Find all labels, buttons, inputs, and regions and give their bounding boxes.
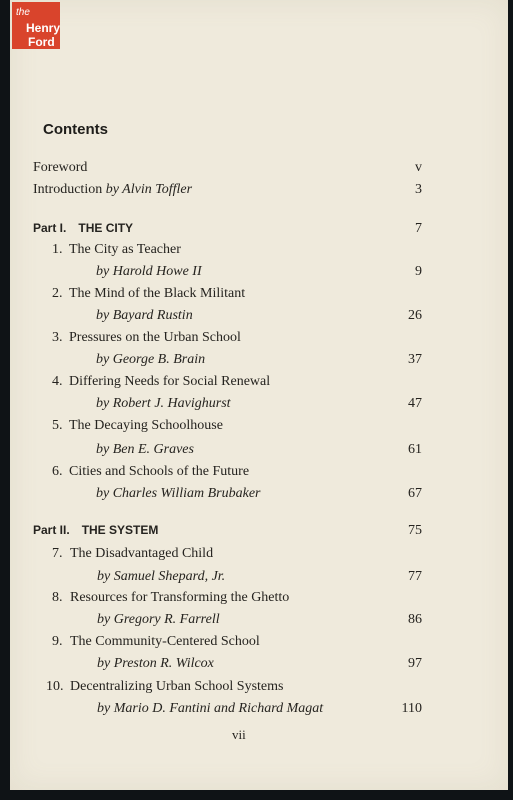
entry-author: by Ben E. Graves xyxy=(96,442,194,457)
toc-entry-title-row xyxy=(10,242,508,262)
entry-author: by Robert J. Havighurst xyxy=(96,396,231,411)
entry-author: by George B. Brain xyxy=(96,352,206,367)
toc-entry-title-row xyxy=(10,330,508,350)
toc-entry-title-row xyxy=(10,679,508,699)
entry-number: 6. xyxy=(52,464,63,479)
entry-number: 7. xyxy=(52,546,63,561)
entry-author: by Alvin Toffler xyxy=(105,182,193,197)
toc-entry-author-row xyxy=(10,486,508,506)
toc-entry-author-row xyxy=(10,396,508,416)
entry-title: Foreword xyxy=(33,160,88,175)
entry-author: by Gregory R. Farrell xyxy=(97,612,220,627)
page-number: 37 xyxy=(408,352,422,367)
entry-title: The Mind of the Black Militant xyxy=(69,286,246,301)
entry-author: by Mario D. Fantini and Richard Magat xyxy=(97,701,324,716)
page-number: 86 xyxy=(408,612,422,627)
toc-entry-title-row xyxy=(10,590,508,610)
toc-entry-title-row xyxy=(10,634,508,654)
toc-entry-author-row xyxy=(10,442,508,462)
entry-title: Decentralizing Urban School Systems xyxy=(70,679,284,694)
toc-entry-author-row xyxy=(10,264,508,284)
toc-entry-title-row xyxy=(10,418,508,438)
page-number: 3 xyxy=(415,182,422,197)
page-folio: vii xyxy=(232,727,246,742)
part-name: THE SYSTEM xyxy=(81,523,159,537)
part-label: Part II. xyxy=(33,523,70,537)
page-number: 77 xyxy=(408,569,422,584)
toc-entry-title-row xyxy=(10,286,508,306)
entry-title: Resources for Transforming the Ghetto xyxy=(70,590,290,605)
page-number: 61 xyxy=(408,442,422,457)
entry-title: The Decaying Schoolhouse xyxy=(69,418,223,433)
entry-title: Cities and Schools of the Future xyxy=(69,464,250,479)
entry-title: The City as Teacher xyxy=(69,242,181,257)
contents-heading: Contents xyxy=(43,121,108,138)
toc-entry-title-row xyxy=(10,464,508,484)
toc-entry-author-row xyxy=(10,569,508,589)
page-number: 75 xyxy=(408,523,422,538)
toc-entry-introduction xyxy=(10,182,508,202)
page-number: 97 xyxy=(408,656,422,671)
page-number: 7 xyxy=(415,221,422,236)
page-number: v xyxy=(415,160,422,175)
part-heading-2 xyxy=(10,523,508,543)
entry-title: Pressures on the Urban School xyxy=(69,330,241,345)
toc-entry-author-row xyxy=(10,612,508,632)
toc-entry-author-row xyxy=(10,701,508,721)
entry-number: 2. xyxy=(52,286,63,301)
entry-title: Introduction xyxy=(33,182,103,197)
entry-author: by Harold Howe II xyxy=(96,264,202,279)
toc-entry-foreword xyxy=(10,160,508,180)
book-page xyxy=(10,0,508,790)
page-number: 26 xyxy=(408,308,422,323)
toc-entry-author-row xyxy=(10,352,508,372)
entry-number: 5. xyxy=(52,418,63,433)
toc-entry-author-row xyxy=(10,656,508,676)
entry-title: Differing Needs for Social Renewal xyxy=(69,374,271,389)
entry-author: by Charles William Brubaker xyxy=(96,486,261,501)
entry-title: The Disadvantaged Child xyxy=(70,546,214,561)
toc-entry-title-row xyxy=(10,546,508,566)
page-number: 47 xyxy=(408,396,422,411)
entry-number: 9. xyxy=(52,634,63,649)
entry-author: by Bayard Rustin xyxy=(96,308,193,323)
entry-title: The Community-Centered School xyxy=(70,634,260,649)
part-label: Part I. xyxy=(33,221,67,235)
toc-entry-title-row xyxy=(10,374,508,394)
entry-author: by Preston R. Wilcox xyxy=(97,656,214,671)
toc-entry-author-row xyxy=(10,308,508,328)
entry-author: by Samuel Shepard, Jr. xyxy=(97,569,226,584)
henry-ford-logo: the Henry Ford xyxy=(12,2,60,49)
entry-number: 4. xyxy=(52,374,63,389)
entry-number: 1. xyxy=(52,242,63,257)
entry-number: 8. xyxy=(52,590,63,605)
entry-number: 10. xyxy=(46,679,64,694)
entry-number: 3. xyxy=(52,330,63,345)
page-number: 9 xyxy=(415,264,422,279)
part-heading-1 xyxy=(10,221,508,241)
part-name: THE CITY xyxy=(78,221,134,235)
page-number: 67 xyxy=(408,486,422,501)
page-number: 110 xyxy=(401,701,422,716)
